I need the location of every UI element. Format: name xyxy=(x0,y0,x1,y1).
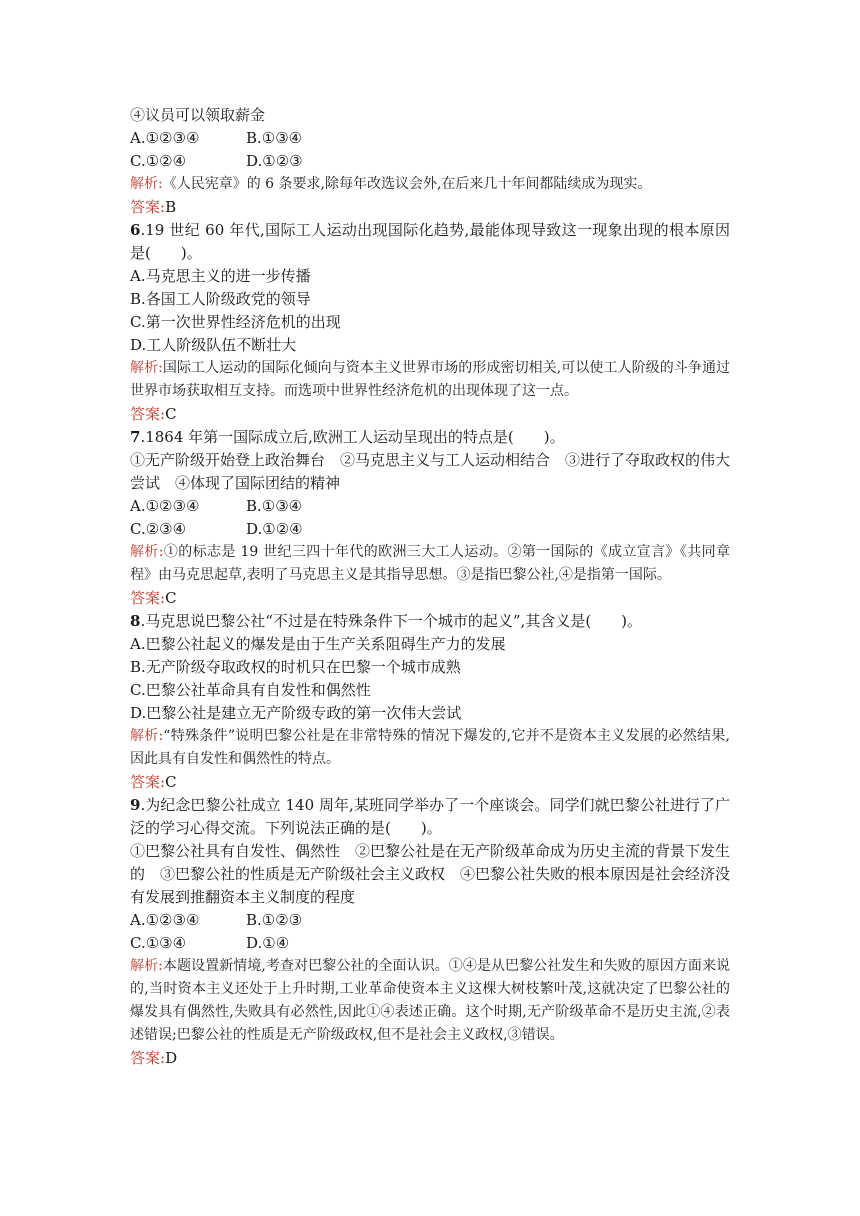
q7-items: ①无产阶级开始登上政治舞台 ②马克思主义与工人运动相结合 ③进行了夺取政权的伟大尝试 ④体现了国际团结的精神 xyxy=(130,451,731,492)
q9-options-row2 xyxy=(130,932,730,955)
q8-analysis xyxy=(130,725,730,771)
answer-label: 答案: xyxy=(130,1049,166,1067)
q7-option-d: D.①②④ xyxy=(246,520,303,538)
q9-options-row1 xyxy=(130,909,730,932)
analysis-label: 解析: xyxy=(130,176,163,192)
q7-stem-text: .1864 年第一国际成立后,欧洲工人运动呈现出的特点是( )。 xyxy=(140,428,565,446)
q5-item4: ④议员可以领取薪金 xyxy=(130,106,266,124)
q8-option-c: C.巴黎公社革命具有自发性和偶然性 xyxy=(130,681,371,699)
q9-answer xyxy=(130,1047,730,1070)
q5-option-c: C.①②④ xyxy=(130,152,187,170)
q9-option-c: C.①③④ xyxy=(130,934,187,952)
q5-analysis-text: 《人民宪章》的 6 条要求,除每年改选议会外,在后来几十年间都陆续成为现实。 xyxy=(162,176,652,192)
q7-option-c: C.②③④ xyxy=(130,520,187,538)
q7-option-a: A.①②③④ xyxy=(130,497,200,515)
q9-stem-text: .为纪念巴黎公社成立 140 周年,某班同学举办了一个座谈会。同学们就巴黎公社进行了广泛的学习心得交流。下列说法正确的是( )。 xyxy=(130,796,730,837)
q6-stem xyxy=(130,219,730,265)
q9-stem xyxy=(130,794,730,840)
q6-option-b: B.各国工人阶级政党的领导 xyxy=(130,290,311,308)
q5-option-d: D.①②③ xyxy=(246,152,303,170)
q8-answer-value: C xyxy=(165,773,177,791)
q6-option-d: D.工人阶级队伍不断壮大 xyxy=(130,336,297,354)
q7-option-b: B.①③④ xyxy=(246,497,303,515)
q9-option-d: D.①④ xyxy=(246,934,290,952)
q8-answer xyxy=(130,771,730,794)
q7-options-row2 xyxy=(130,518,730,541)
q8-option-d: D.巴黎公社是建立无产阶级专政的第一次伟大尝试 xyxy=(130,704,462,722)
q7-analysis xyxy=(130,541,730,587)
q8-analysis-text: “特殊条件”说明巴黎公社是在非常特殊的情况下爆发的,它并不是资本主义发展的必然结果,因此具有自发性和偶然性的特点。 xyxy=(130,728,730,767)
q6-answer xyxy=(130,403,730,426)
q6-analysis xyxy=(130,357,730,403)
q5-options-row2 xyxy=(130,150,730,173)
q7-number: 7 xyxy=(130,428,141,446)
answer-label: 答案: xyxy=(130,198,166,216)
question-content xyxy=(130,104,730,1070)
q8-option-a: A.巴黎公社起义的爆发是由于生产关系阻碍生产力的发展 xyxy=(130,635,506,653)
q9-analysis-text: 本题设置新情境,考查对巴黎公社的全面认识。①④是从巴黎公社发生和失败的原因方面来说的,当时资本主义还处于上升时期,工业革命使资本主义这棵大树枝繁叶茂,这就决定了巴黎公社的爆发具有偶然性,失败具有必然性,因此①④表述正确。这个时期,无产阶级革命不是历史主流,②表述错误;巴黎公社的性质是无产阶级政权,但不是社会主义政权,③错误。 xyxy=(130,958,731,1043)
q6-stem-text: .19 世纪 60 年代,国际工人运动出现国际化趋势,最能体现导致这一现象出现的根本原因是( )。 xyxy=(130,221,730,262)
q5-options-row1 xyxy=(130,127,730,150)
analysis-label: 解析: xyxy=(130,728,164,744)
q7-analysis-text: ①的标志是 19 世纪三四十年代的欧洲三大工人运动。②第一国际的《成立宣言》《共同章程》由马克思起草,表明了马克思主义是其指导思想。③是指巴黎公社,④是指第一国际。 xyxy=(130,544,731,583)
q5-option-b: B.①③④ xyxy=(246,129,303,147)
q8-stem xyxy=(130,610,730,633)
answer-label: 答案: xyxy=(130,405,166,423)
q7-options-row1 xyxy=(130,495,730,518)
q9-items: ①巴黎公社具有自发性、偶然性 ②巴黎公社是在无产阶级革命成为历史主流的背景下发生的 ③巴黎公社的性质是无产阶级社会主义政权 ④巴黎公社失败的根本原因是社会经济没有发展到推翻资本主义制度的程度 xyxy=(130,842,731,906)
analysis-label: 解析: xyxy=(130,360,163,376)
q8-number: 8 xyxy=(130,612,141,630)
q9-option-b: B.①②③ xyxy=(246,911,303,929)
analysis-label: 解析: xyxy=(130,958,163,974)
analysis-label: 解析: xyxy=(130,544,164,560)
q9-number: 9 xyxy=(130,796,141,814)
q6-answer-value: C xyxy=(165,405,177,423)
q8-option-b: B.无产阶级夺取政权的时机只在巴黎一个城市成熟 xyxy=(130,658,461,676)
q6-option-a: A.马克思主义的进一步传播 xyxy=(130,267,311,285)
q6-option-c: C.第一次世界性经济危机的出现 xyxy=(130,313,341,331)
q9-option-a: A.①②③④ xyxy=(130,911,200,929)
q5-answer-value: B xyxy=(165,198,177,216)
q5-analysis xyxy=(130,173,730,196)
q7-stem xyxy=(130,426,730,449)
q7-answer xyxy=(130,587,730,610)
q6-analysis-text: 国际工人运动的国际化倾向与资本主义世界市场的形成密切相关,可以使工人阶级的斗争通过世界市场获取相互支持。而选项中世界性经济危机的出现体现了这一点。 xyxy=(130,360,731,399)
q8-stem-text: .马克思说巴黎公社“不过是在特殊条件下一个城市的起义”,其含义是( )。 xyxy=(140,612,643,630)
q7-answer-value: C xyxy=(165,589,177,607)
q5-answer xyxy=(130,196,730,219)
answer-label: 答案: xyxy=(130,589,166,607)
q5-option-a: A.①②③④ xyxy=(130,129,200,147)
q9-analysis xyxy=(130,955,730,1047)
q9-answer-value: D xyxy=(165,1049,178,1067)
answer-label: 答案: xyxy=(130,773,166,791)
q6-number: 6 xyxy=(130,221,141,239)
